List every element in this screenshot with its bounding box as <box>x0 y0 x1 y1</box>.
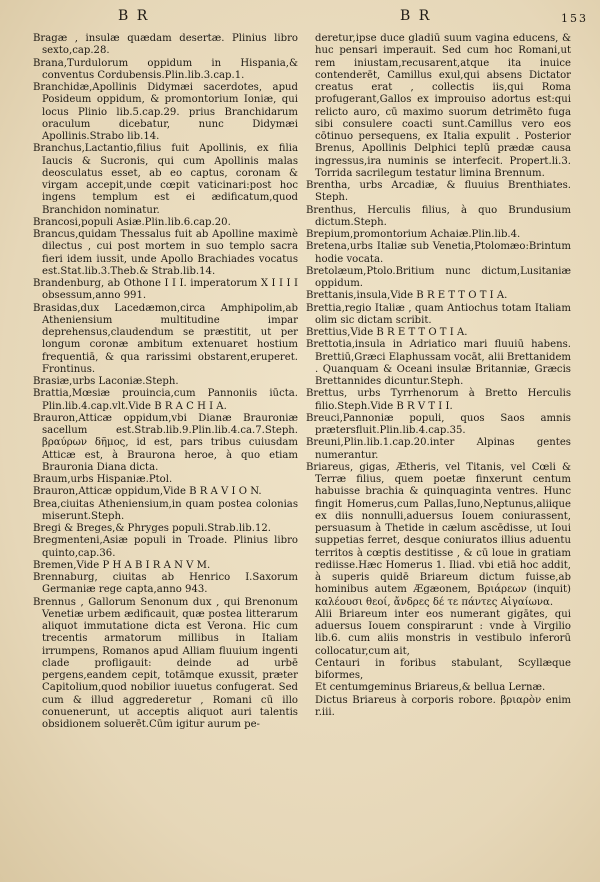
entry-brettius: Brettius,Vide B R E T T O T I A. <box>306 327 468 338</box>
entry-bregi: Bregi & Breges,& Phryges populi.Strab.lib.12. <box>33 523 272 534</box>
entry-brepium: Brepium,promontorium Achaiæ.Plin.lib.4. <box>306 229 521 240</box>
header-right-letters: B R <box>400 8 432 24</box>
entry-brandenburg: Brandenburg, ab Othone I I I. imperatorum X I I I I obsessum,anno 991. <box>33 278 298 302</box>
entry-brettotia: Brettotia,insula in Adriatico mari fluuiū habens. Brettiū,Græci Elaphussam vocāt, alii Brettanidem . Quanquam & Oceani insulæ Britanniæ, Græcis Brettannides dicuntur.Steph. <box>306 339 571 387</box>
entry-brattia: Brattia,Mœsiæ prouincia,cum Pannoniis iūcta. Plin.lib.4.cap.vlt.Vide B R A C H I A. <box>33 388 298 412</box>
entry-brea: Brea,ciuitas Atheniensium,in quam postea colonias miserunt.Steph. <box>33 498 298 522</box>
entry-brennus-continued: deretur,ipse duce gladiū suum vagina educens, & huc pensari imperauit. Sed cum hoc Romani,ut rem iniustam,recusarent,atque ita inuice contenderēt, Camillus exul,qui absens Dictator creatus erat , collectis iis,qui Roma profugerant,Gallos ex improuiso adortus est:qui relicto auro, cū maximo suorum detrimēto fuga sibi consulere coacti sunt.Camillus vero eos cōtinuo persequens, ex Italia expulit . Posterior Brenus, Apollinis Delphici teplū prædæ causa ingressus,ira numinis se interfecit. Propert.li.3. Torrida sacrilegum testatur limina Brennum. <box>315 33 571 179</box>
page-number: 153 <box>561 12 588 25</box>
entry-bremen: Bremen,Vide P H A B I R A N V M. <box>33 559 211 571</box>
entry-bregmenteni: Bregmenteni,Asiæ populi in Troade. Plinius libro quinto,cap.36. <box>33 535 298 559</box>
entry-brancosi: Brancosi,populi Asiæ.Plin.lib.6.cap.20. <box>33 216 231 228</box>
entry-brettanis: Brettanis,insula,Vide B R E T T O T I A. <box>306 290 508 302</box>
entry-bragae: Bragæ , insulæ quædam desertæ. Plinius libro sexto,cap.28. <box>33 33 298 57</box>
running-header <box>0 6 600 30</box>
left-column <box>33 33 298 873</box>
entry-brasidas: Brasidas,dux Lacedæmon,circa Amphipolim,ab Atheniensium multitudine impar deprehensus,claudendum se præstitit, ut per longum coronæ ambitum extenuaret hostium frequentiā, & qua rarissimi obstarent,eruperet. Frontinus. <box>33 302 298 375</box>
verse-line-1: Centauri in foribus stabulant, Scyllæque biformes, <box>315 657 571 681</box>
entry-briareus: Briareus, gigas, Ætheris, vel Titanis, vel Cœli & Terræ filius, quem poetæ finxerunt centum habuisse brachia & quinquaginta ventres. Hunc fingit Homerus,cum Pallas,Iuno,Neptunus,aliique ex diis nonnulli,aduersus Iouem coniurassent, persuasum à Thetide in cælum ascēdisse, ut Ioui suppetias ferret, desque coniuratos illius aduentu territos à cœptis destitisse , & cū loue in gratiam rediisse.Hæc Homerus 1. Iliad. vbi etiā hoc addit, à superis quidē Briareum dictum fuisse,ab hominibus autem Ægæonem, Βριάρεων (inquit) καλέουσι θεοί, ἄνδρες δέ τε πάντες Αἰγαίωνα. <box>306 461 571 608</box>
entry-branchidae: Branchidæ,Apollinis Didymæi sacerdotes, apud Posideum oppidum, & promontorium Ioniæ, qui locus Plinio lib.5.cap.29. prius Branchidarum oraculum dicebatur, nunc Didymæi Apollinis.Strabo lib.14. <box>33 82 298 142</box>
entry-brettia: Brettia,regio Italiæ , quam Antiochus totam Italiam olim sic dictam scribit. <box>306 302 571 326</box>
entry-brenthus: Brenthus, Herculis filius, à quo Brundusium dictum.Steph. <box>306 204 571 228</box>
verse-line-2: Et centumgeminus Briareus,& bellua Lernæ. <box>315 682 546 694</box>
entry-brentha: Brentha, urbs Arcadiæ, & fluuius Brenthiates. Steph. <box>306 180 571 204</box>
right-column <box>306 33 571 873</box>
entry-braum: Braum,urbs Hispaniæ.Ptol. <box>33 474 173 485</box>
entry-branchus: Branchus,Lactantio,filius fuit Apollinis, ex filia Iaucis & Sucronis, qui cum Apollinis malas deosculatus esset, ab eo captus, coronam & virgam accepit,unde cœpit vaticinari:post hoc ingens templum est ei ædificatum,quod Branchidon nominatur. <box>33 143 298 216</box>
entry-brennaburg: Brennaburg, ciuitas ab Henrico I.Saxorum Germaniæ rege capta,anno 943. <box>33 572 298 596</box>
entry-bretena: Bretena,urbs Italiæ sub Venetia,Ptolomæo:Brintum hodie vocata. <box>306 241 571 265</box>
header-left-letters: B R <box>118 8 150 24</box>
entry-briareus-dictus: Dictus Briareus à corporis robore. βριαρὸν enim r.iii. <box>315 694 571 718</box>
entry-brettus: Brettus, urbs Tyrrhenorum à Bretto Herculis filio.Steph.Vide B R V T I I. <box>306 388 571 412</box>
entry-brancus: Brancus,quidam Thessalus fuit ab Apolline maximè dilectus , cui post mortem in suo templo sacra fieri idem iussit, unde Apollo Brachiades vocatus est.Stat.lib.3.Theb.& Strab.lib.14. <box>33 229 298 277</box>
entry-breuci: Breuci,Pannoniæ populi, quos Saos amnis prætersfluit.Plin.lib.4.cap.35. <box>306 412 571 436</box>
entry-brana: Brana,Turdulorum oppidum in Hispania,& conventus Cordubensis.Plin.lib.3.cap.1. <box>33 57 298 81</box>
entry-briareus-alii: Alii Briareum inter eos numerant gigātes, qui aduersus Iouem conspirarunt : vnde à Virgilio lib.6. cum aliis monstris in vestibulo inferorū collocatur,cum ait, <box>315 608 571 657</box>
entry-bretolaeum: Bretolæum,Ptolo.Britium nunc dictum,Lusitaniæ oppidum. <box>306 265 571 289</box>
entry-breuni: Breuni,Plin.lib.1.cap.20.inter Alpinas gentes numerantur. <box>306 437 571 461</box>
entry-brauron: Brauron,Atticæ oppidum,vbi Dianæ Brauroniæ sacellum est.Strab.lib.9.Plin.lib.4.ca.7.Steph. βραύρων δῆμος, id est, pars tribus cuiusdam Atticæ est, à Braurona heroe, à quo etiam Brauronia Diana dicta. <box>33 412 298 473</box>
entry-brennus: Brennus , Gallorum Senonum dux , qui Brenonum Venetiæ urbem ædificauit, quæ postea litterarum aliquot immutatione dicta est Verona. Hic cum trecentis armatorum millibus in Italiam irrumpens, Romanos apud Alliam fluuium ingenti clade profligauit: deinde ad urbē pergens,eandem cepit, totāmque exussit, præter Capitolium,quod nobilior iuuetus confugerat. Sed cum & illud aggrederetur , Romani cū illo conuenerunt, ut acceptis aliquot auri talentis obsidionem soluerēt.Cūm igitur aurum pe- <box>33 596 298 730</box>
entry-brasiae: Brasiæ,urbs Laconiæ.Steph. <box>33 376 179 387</box>
entry-brauron-2: Brauron,Atticæ oppidum,Vide B R A V I O N. <box>33 486 262 498</box>
